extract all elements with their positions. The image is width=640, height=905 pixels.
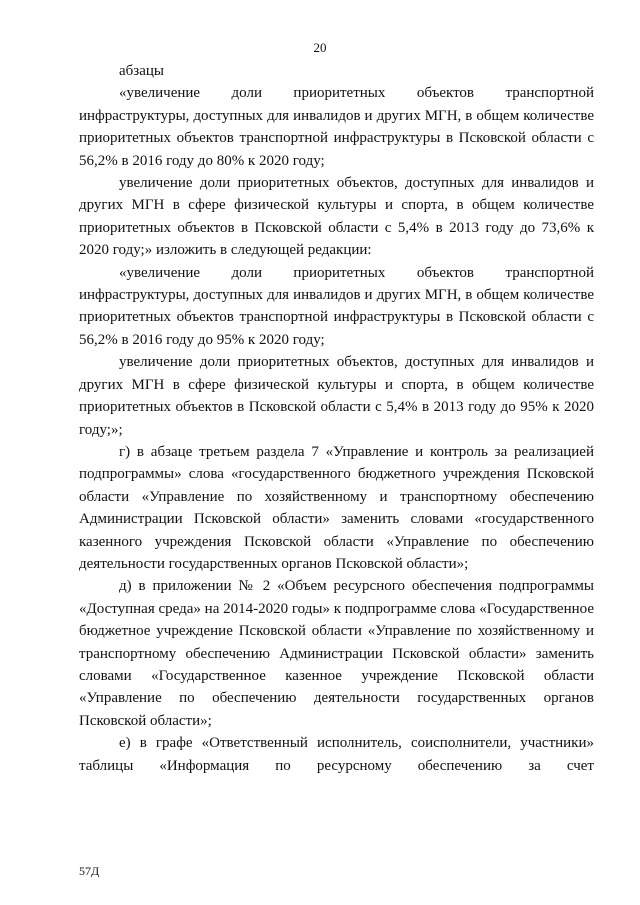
paragraph-item-g: г) в абзаце третьем раздела 7 «Управление и контроль за реализацией подпрограммы» слова «государственного бюджетного учреждения Псковской области «Управление по хозяйственному и транспортному обеспечению Администрации Псковской области» заменить словами «государственного казенного учреждения Псковской области «Управление по обеспечению деятельности государственных органов Псковской области»; [79, 443, 594, 572]
paragraph-new-sport-target: увеличение доли приоритетных объектов, доступных для инвалидов и других МГН в сфере физической культуры и спорта, в общем количестве приоритетных объектов в Псковской области с 5,4% в 2013 году до 95% к 2020 году;»; [79, 354, 594, 438]
paragraph-abzatsy: абзацы [119, 63, 164, 79]
paragraph-old-transport-target: «увеличение доли приоритетных объектов транспортной инфраструктуры, доступных для инвалидов и других МГН, в общем количестве приоритетных объектов транспортной инфраструктуры в Псковской области с 56,2% в 2016 году до 80% к 2020 году; [79, 85, 594, 169]
paragraph-old-sport-target: увеличение доли приоритетных объектов, доступных для инвалидов и других МГН в сфере физической культуры и спорта, в общем количестве приоритетных объектов в Псковской области с 5,4% в 2013 году до 73,6% к 2020 году;» изложить в следующей редакции: [79, 175, 594, 259]
document-body [79, 60, 594, 777]
footer-document-code: 57Д [79, 864, 100, 878]
paragraph-item-e: е) в графе «Ответственный исполнитель, соисполнители, участники» таблицы «Информация по ресурсному обеспечению за счет [79, 735, 594, 774]
paragraph-item-d: д) в приложении № 2 «Объем ресурсного обеспечения подпрограммы «Доступная среда» на 2014-2020 годы» к подпрограмме слова «Государственное бюджетное учреждение Псковской области «Управление по хозяйственному и транспортному обеспечению Администрации Псковской области» заменить словами «Государственное казенное учреждение Псковской области «Управление по обеспечению деятельности государственных органов Псковской области»; [79, 578, 594, 729]
paragraph-new-transport-target: «увеличение доли приоритетных объектов транспортной инфраструктуры, доступных для инвалидов и других МГН, в общем количестве приоритетных объектов транспортной инфраструктуры в Псковской области с 56,2% в 2016 году до 95% к 2020 году; [79, 264, 594, 348]
page-number: 20 [313, 40, 327, 55]
